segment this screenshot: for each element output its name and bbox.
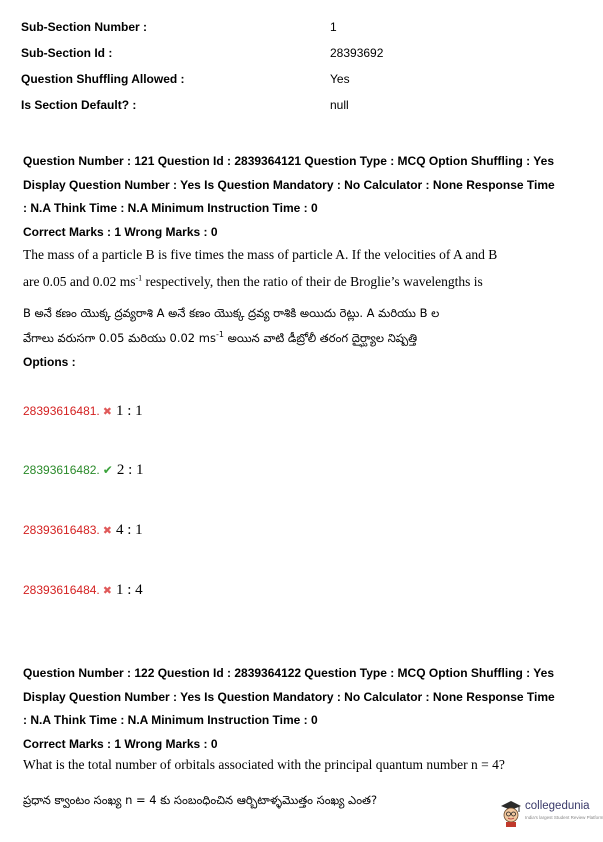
question-text-english: What is the total number of orbitals associated with the principal quantum number n = 4? bbox=[23, 756, 505, 772]
question-text-line: B అనే కణం యొక్క ద్రవ్యరాశి A అనే కణం యొక్క ద్రవ్య రాశికి అయిదు రెట్లు. A మరియు B ల bbox=[23, 305, 440, 320]
option-2[interactable] bbox=[23, 462, 143, 482]
option-4[interactable] bbox=[23, 582, 143, 602]
question-text-telugu bbox=[23, 301, 578, 351]
question-text-line bbox=[23, 268, 578, 295]
text-fragment: అయిన వాటి డీబ్రోలీ తరంగ దైర్ఘ్యాల నిష్పత్తి bbox=[223, 330, 418, 345]
section-default-row bbox=[21, 98, 581, 118]
text-fragment: వేగాలు వరుసగా 0.05 మరియు 0.02 ms bbox=[23, 330, 216, 345]
text-fragment: respectively, then the ratio of their de Broglie’s wavelengths is bbox=[142, 273, 483, 289]
option-id: 28393616481. bbox=[23, 404, 100, 418]
question-shuffling-row bbox=[21, 72, 581, 92]
option-id: 28393616483. bbox=[23, 523, 100, 537]
superscript: -1 bbox=[135, 273, 143, 282]
question-header-line: Question Number : 122 Question Id : 2839364122 Question Type : MCQ Option Shuffling : Yes bbox=[23, 666, 554, 680]
question-text-line: The mass of a particle B is five times the mass of particle A. If the velocities of A and B bbox=[23, 246, 498, 262]
question-122 bbox=[23, 662, 578, 813]
subsection-id-value: 28393692 bbox=[330, 46, 384, 60]
mascot-icon bbox=[499, 799, 523, 827]
option-text: 1 : 4 bbox=[115, 582, 143, 598]
question-121 bbox=[23, 150, 578, 369]
question-text-english bbox=[23, 241, 578, 295]
text-fragment: are 0.05 and 0.02 ms bbox=[23, 273, 136, 289]
subsection-id-label: Sub-Section Id : bbox=[21, 46, 113, 60]
section-default-label: Is Section Default? : bbox=[21, 98, 137, 112]
section-default-value: null bbox=[330, 98, 349, 112]
options-label: Options : bbox=[23, 354, 76, 369]
question-text-line bbox=[23, 326, 578, 351]
question-header-line: : N.A Think Time : N.A Minimum Instruction Time : 0 bbox=[23, 713, 318, 727]
option-text: 2 : 1 bbox=[116, 462, 144, 478]
question-marks: Correct Marks : 1 Wrong Marks : 0 bbox=[23, 736, 218, 751]
cross-icon: ✖ bbox=[102, 406, 112, 418]
question-shuffling-value: Yes bbox=[330, 72, 350, 86]
superscript: -1 bbox=[215, 329, 224, 339]
question-header-line: Question Number : 121 Question Id : 2839364121 Question Type : MCQ Option Shuffling : Yes bbox=[23, 154, 554, 168]
logo-name: collegedunia bbox=[525, 800, 590, 812]
option-3[interactable] bbox=[23, 522, 143, 542]
question-text-telugu: ప్రధాన క్వాంటం సంఖ్య n = 4 కు సంబంధించిన ఆర్బిటాళ్ళమొత్తం సంఖ్య ఎంత? bbox=[23, 792, 378, 807]
logo-tagline: India's largest Student Review Platform bbox=[525, 815, 603, 820]
option-1[interactable] bbox=[23, 403, 143, 423]
question-header-line: Display Question Number : Yes Is Question Mandatory : No Calculator : None Response Time bbox=[23, 177, 555, 192]
question-marks: Correct Marks : 1 Wrong Marks : 0 bbox=[23, 224, 218, 239]
subsection-number-value: 1 bbox=[330, 20, 337, 34]
subsection-number-row bbox=[21, 20, 581, 40]
collegedunia-logo bbox=[499, 799, 603, 829]
option-text: 4 : 1 bbox=[115, 522, 143, 538]
subsection-id-row bbox=[21, 46, 581, 66]
cross-icon: ✖ bbox=[102, 585, 112, 597]
question-header-line: : N.A Think Time : N.A Minimum Instruction Time : 0 bbox=[23, 201, 318, 215]
option-id: 28393616482. bbox=[23, 463, 100, 477]
question-shuffling-label: Question Shuffling Allowed : bbox=[21, 72, 185, 86]
question-header-line: Display Question Number : Yes Is Question Mandatory : No Calculator : None Response Time bbox=[23, 689, 555, 704]
check-icon: ✔ bbox=[102, 463, 113, 477]
cross-icon: ✖ bbox=[102, 525, 112, 537]
option-text: 1 : 1 bbox=[115, 403, 143, 419]
subsection-number-label: Sub-Section Number : bbox=[21, 20, 148, 34]
option-id: 28393616484. bbox=[23, 583, 100, 597]
